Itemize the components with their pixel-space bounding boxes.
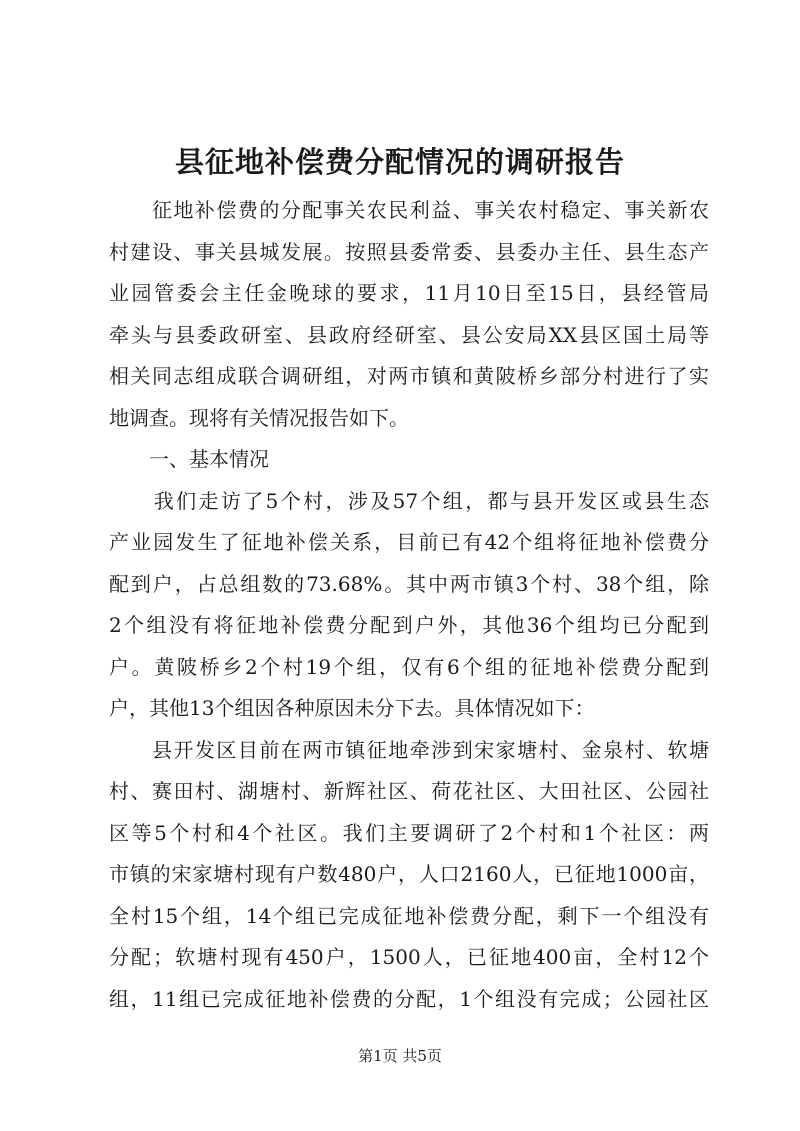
- body-line: 配到户，占总组数的73.68%。其中两市镇3个村、38个组，除: [109, 571, 709, 596]
- body-line: 县开发区目前在两市镇征地牵涉到宋家塘村、金泉村、软塘: [109, 737, 709, 762]
- body-line: 市镇的宋家塘村现有户数480户，人口2160人，已征地1000亩，: [109, 862, 709, 886]
- body-line: 2个组没有将征地补偿费分配到户外，其他36个组均已分配到: [109, 613, 709, 637]
- body-line: 业园管委会主任金晚球的要求，11月10日至15日，县经管局: [109, 281, 709, 305]
- body-line: 相关同志组成联合调研组，对两市镇和黄陂桥乡部分村进行了实: [109, 364, 709, 388]
- section-heading: 一、基本情况: [109, 447, 269, 471]
- page-footer: 第1页 共5页: [358, 1047, 442, 1065]
- body-line: 村、赛田村、湖塘村、新辉社区、荷花社区、大田社区、公园社: [109, 779, 709, 803]
- body-line: 我们走访了5个村，涉及57个组，都与县开发区或县生态: [109, 488, 709, 513]
- body-line: 组，11组已完成征地补偿费的分配，1个组没有完成；公园社区: [109, 986, 709, 1011]
- body-line: 分配；软塘村现有450户，1500人，已征地400亩，全村12个: [109, 945, 709, 969]
- body-line: 户。黄陂桥乡2个村19个组，仅有6个组的征地补偿费分配到: [109, 654, 709, 679]
- body-line: 征地补偿费的分配事关农民利益、事关农村稳定、事关新农: [109, 198, 709, 222]
- body-line: 全村15个组，14个组已完成征地补偿费分配，剩下一个组没有: [109, 903, 709, 928]
- body-line: 户，其他13个组因各种原因未分下去。具体情况如下：: [109, 696, 595, 720]
- document-title: 县征地补偿费分配情况的调研报告: [174, 145, 625, 179]
- body-line: 村建设、事关县城发展。按照县委常委、县委办主任、县生态产: [109, 239, 709, 264]
- body-line: 牵头与县委政研室、县政府经研室、县公安局XX县区国土局等: [109, 322, 709, 347]
- body-line: 产业园发生了征地补偿关系，目前已有42个组将征地补偿费分: [109, 530, 709, 554]
- body-line: 地调查。现将有关情况报告如下。: [109, 405, 409, 430]
- document-body: [109, 190, 709, 1020]
- body-line: 区等5个村和4个社区。我们主要调研了2个村和1个社区：两: [109, 820, 709, 845]
